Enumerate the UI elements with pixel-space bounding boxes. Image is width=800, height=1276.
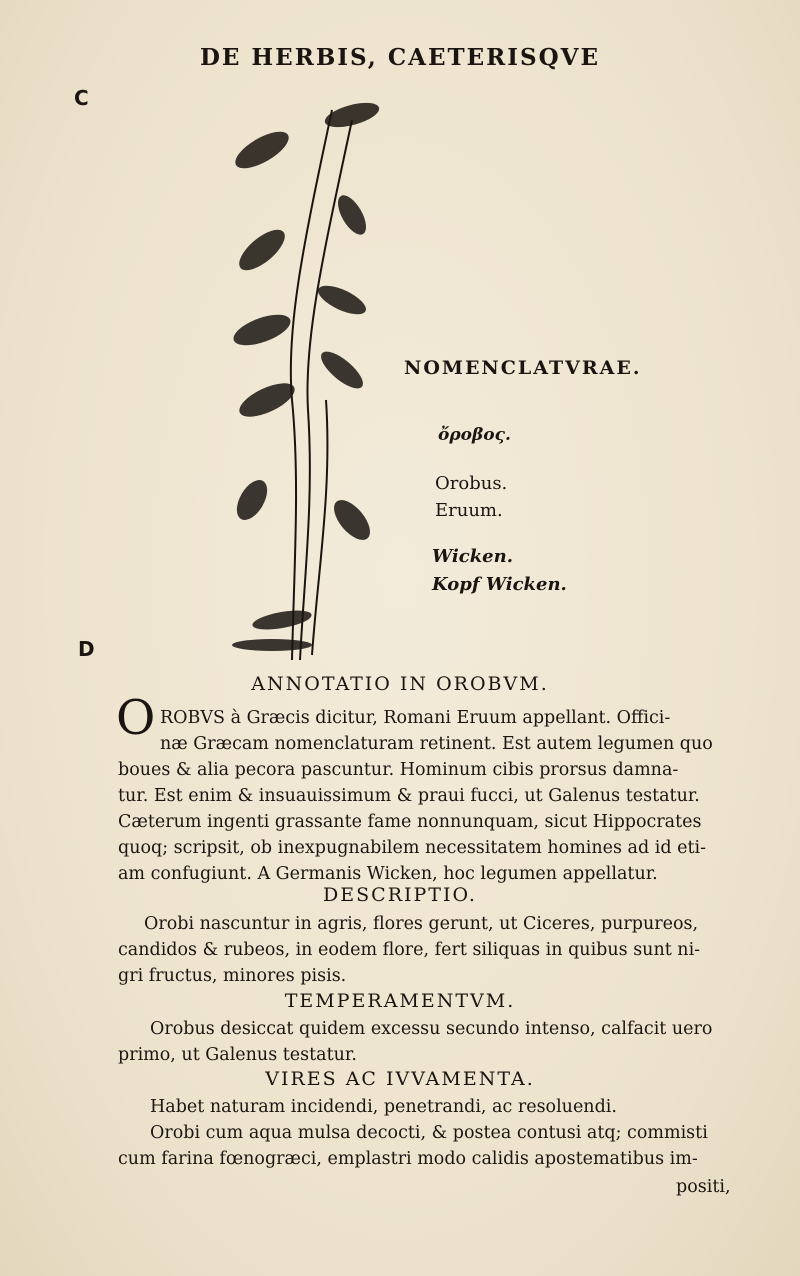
text-line: boues & alia pecora pascuntur. Hominum cibis prorsus damna- <box>118 760 679 780</box>
orobus-plant-woodcut <box>222 100 392 668</box>
text-line: am confugiunt. A Germanis Wicken, hoc legumen appellatur. <box>118 864 658 884</box>
signature-mark-d: D <box>78 637 95 661</box>
text-line: ROBVS à Græcis dicitur, Romani Eruum appellant. Offici- <box>160 708 671 728</box>
nomenclature-heading: NOMENCLATVRAE. <box>404 357 642 379</box>
running-head: DE HERBIS, CAETERISQVE <box>199 44 601 71</box>
signature-mark-c: C <box>74 86 89 110</box>
text-line: quoq; scripsit, ob inexpugnabilem necessitatem homines ad id eti- <box>118 838 707 858</box>
descriptio-title: DESCRIPTIO. <box>323 884 477 906</box>
text-line: Cæterum ingenti grassante fame nonnunquam, sicut Hippocrates <box>118 812 702 832</box>
text-line: Orobi cum aqua mulsa decocti, & postea contusi atq; commisti <box>150 1123 708 1143</box>
greek-name: ὄροβος. <box>438 425 511 445</box>
latin-name: Eruum. <box>435 500 503 521</box>
text-line: positi, <box>676 1177 731 1197</box>
german-name: Wicken. <box>432 546 513 567</box>
german-name: Kopf Wicken. <box>432 574 567 595</box>
text-line: gri fructus, minores pisis. <box>118 966 347 986</box>
text-line: Orobi nascuntur in agris, flores gerunt, ut Ciceres, purpureos, <box>144 914 699 934</box>
latin-name: Orobus. <box>435 473 508 494</box>
drop-cap: O <box>116 690 156 746</box>
text-line: Orobus desiccat quidem excessu secundo intenso, calfacit uero <box>150 1019 713 1039</box>
vires-title: VIRES AC IVVAMENTA. <box>265 1068 535 1090</box>
text-line: candidos & rubeos, in eodem flore, fert siliquas in quibus sunt ni- <box>118 940 701 960</box>
text-line: primo, ut Galenus testatur. <box>118 1045 357 1065</box>
text-line: tur. Est enim & insuauissimum & praui fucci, ut Galenus testatur. <box>118 786 700 806</box>
temperamentum-title: TEMPERAMENTVM. <box>284 990 516 1012</box>
text-line: cum farina fœnogræci, emplastri modo calidis apostematibus im- <box>118 1149 698 1169</box>
text-line: næ Græcam nomenclaturam retinent. Est autem legumen quo <box>160 734 713 754</box>
annotatio-title: ANNOTATIO IN OROBVM. <box>251 673 549 695</box>
text-line: Habet naturam incidendi, penetrandi, ac resoluendi. <box>150 1097 617 1117</box>
